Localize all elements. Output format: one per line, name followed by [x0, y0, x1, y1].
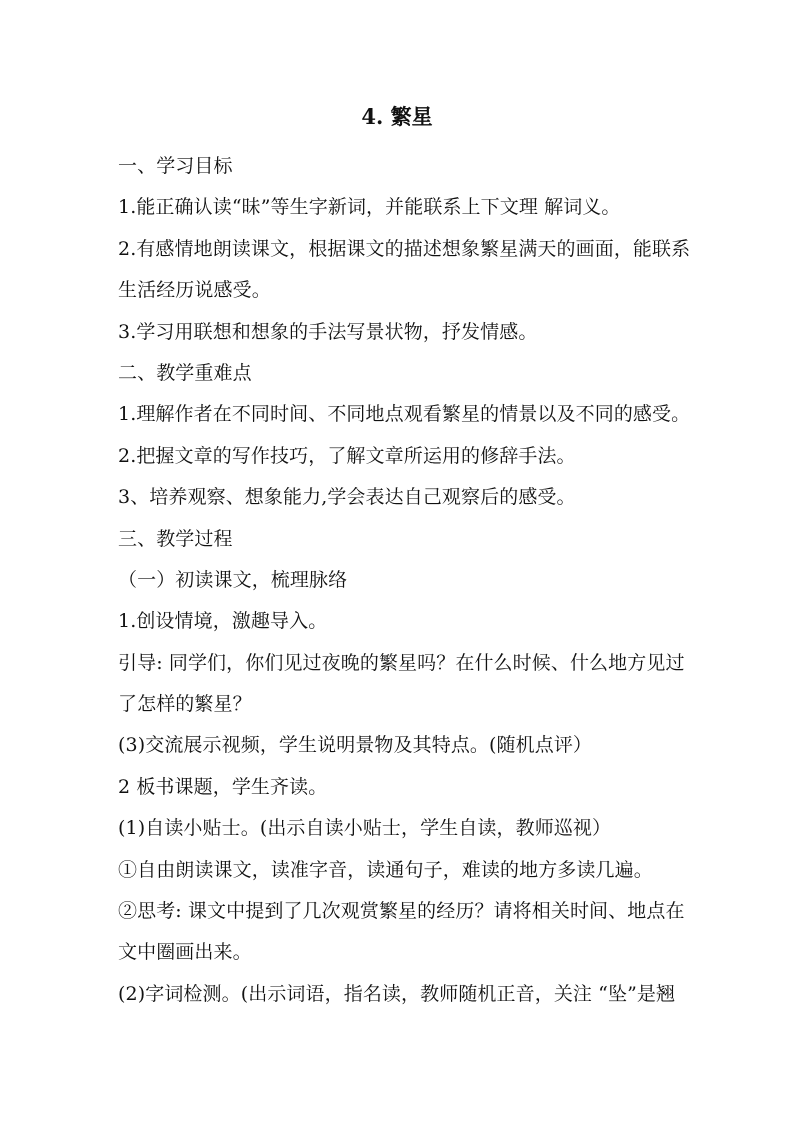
subsection-heading: （一）初读课文，梳理脉络	[118, 568, 348, 591]
section-heading-key-points: 二、教学重难点	[118, 361, 252, 384]
paragraph-line: ②思考: 课文中提到了几次观赏繁星的经历？请将相关时间、地点在	[118, 900, 685, 923]
paragraph-line: 2.有感情地朗读课文，根据课文的描述想象繁星满天的画面，能联系	[118, 237, 691, 260]
paragraph-line: 文中圈画出来。	[118, 941, 252, 964]
paragraph-line: 引导: 同学们，你们见过夜晚的繁星吗？在什么时候、什么地方见过	[118, 651, 685, 674]
paragraph-line: 1.创设情境，激趣导入。	[118, 610, 328, 633]
paragraph-line: ①自由朗读课文，读准字音，读通句子，难读的地方多读几遍。	[118, 858, 653, 881]
paragraph-line: 1.理解作者在不同时间、不同地点观看繁星的情景以及不同的感受。	[118, 403, 691, 426]
paragraph-line: (3)交流展示视频，学生说明景物及其特点。(随机点评）	[118, 734, 593, 757]
paragraph-line: 生活经历说感受。	[118, 279, 271, 302]
paragraph-line: 3.学习用联想和想象的手法写景状物，抒发情感。	[118, 320, 538, 343]
paragraph-line: 2.把握文章的写作技巧，了解文章所运用的修辞手法。	[118, 444, 576, 467]
paragraph-line: (1)自读小贴士。(出示自读小贴士，学生自读，教师巡视）	[118, 817, 612, 840]
paragraph-line: 了怎样的繁星？	[118, 693, 252, 716]
paragraph-line: 2 板书课题，学生齐读。	[118, 775, 328, 798]
paragraph-line: 1.能正确认读“昧”等生字新词，并能联系上下文理 解词义。	[118, 196, 621, 219]
section-heading-teaching-process: 三、教学过程	[118, 527, 233, 550]
document-body	[118, 146, 691, 1015]
document-title: 4. 繁星	[361, 104, 433, 129]
paragraph-line: 3、培养观察、想象能力,学会表达自己观察后的感受。	[118, 486, 576, 509]
section-heading-learning-goals: 一、学习目标	[118, 155, 233, 177]
paragraph-line: (2)字词检测。(出示词语，指名读，教师随机正音，关注 “坠”是翘	[118, 982, 676, 1005]
